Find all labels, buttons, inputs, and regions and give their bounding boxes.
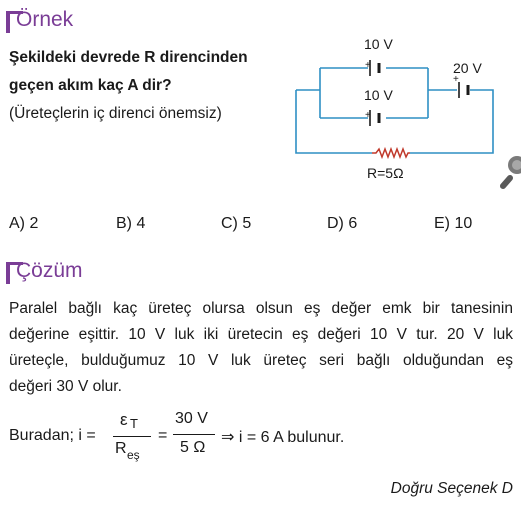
emf-symbol: ε [120,410,128,429]
heading-bracket [6,262,10,284]
resistance-subscript: eş [127,448,140,462]
choice-e[interactable]: E) 10 [434,215,473,232]
choice-d[interactable]: D) 6 [327,215,358,232]
example-heading-text: Örnek [16,8,74,31]
choice-c[interactable]: C) 5 [221,215,252,232]
solution-line: değerine eşittir. 10 V luk iki üretecin eş değeri 10 V tur. 20 V luk [9,326,513,343]
plus-sign-top: + [365,60,371,71]
circuit-wires [296,68,493,153]
resistance-value: 5 Ω [180,439,206,456]
battery-top [370,60,379,76]
solution-line: Paralel bağlı kaç üreteç olursa olsun eş değer emk bir tanesinin [9,300,513,317]
circuit-diagram [0,0,521,200]
formula-result: ⇒ i = 6 A bulunur. [221,429,345,446]
resistor-label: R=5Ω [367,165,404,181]
emf-subscript: T [130,416,138,431]
solution-heading-text: Çözüm [16,259,83,282]
question-note: (Üreteçlerin iç direnci önemsiz) [9,105,222,122]
fraction-bar-1 [113,436,151,437]
question-line-2: geçen akım kaç A dir? [9,77,172,94]
battery-top-label: 10 V [364,36,393,52]
choice-b[interactable]: B) 4 [116,215,146,232]
formula-lead: Buradan; i = [9,427,96,444]
battery-middle [370,110,379,126]
resistor [372,149,410,157]
solution-line: üreteçle, bulduğumuz 10 V luk üreteç seri bağlı olduğundan eş [9,352,513,369]
formula-equals: = [158,427,168,444]
solution-line: değeri 30 V olur. [9,378,122,395]
question-line-1: Şekildeki devrede R direncinden [9,49,248,66]
battery-right [459,82,468,98]
fraction-bar-2 [173,434,215,435]
plus-sign-right: + [453,74,459,85]
choice-a[interactable]: A) 2 [9,215,39,232]
voltage-value: 30 V [175,410,208,427]
correct-answer: Doğru Seçenek D [390,480,513,497]
battery-right-label: 20 V [453,60,482,76]
battery-middle-label: 10 V [364,87,393,103]
solution-paragraph [9,296,513,400]
plus-sign-middle: + [365,110,371,121]
magnifier-icon [503,156,521,186]
resistance-symbol: R [115,440,127,457]
